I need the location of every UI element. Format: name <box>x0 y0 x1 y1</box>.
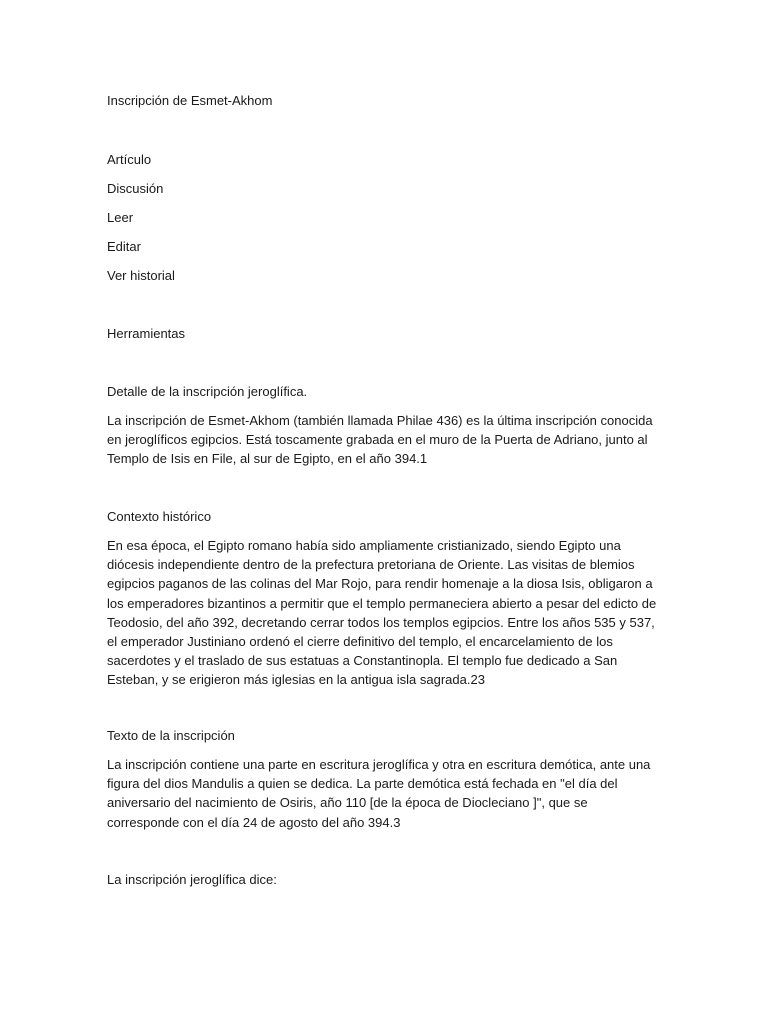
section-paragraph-inscription-text: La inscripción contiene una parte en escritura jeroglífica y otra en escritura demótica, ante una figura del dios Mandulis a quien se dedica. La parte demótica está fechada en "el día del aniversario del nacimiento de Osiris, año 110 [de la época de Diocleciano ]", que se corresponde con el día 24 de agosto del año 394.3 <box>107 757 651 830</box>
closing-line: La inscripción jeroglífica dice: <box>107 872 277 887</box>
nav-article-link[interactable]: Artículo <box>107 152 152 167</box>
page-title: Inscripción de Esmet-Akhom <box>107 93 273 108</box>
nav-discussion-link[interactable]: Discusión <box>107 181 164 196</box>
nav-read-link[interactable]: Leer <box>107 210 134 225</box>
nav-edit-link[interactable]: Editar <box>107 239 141 254</box>
section-heading-context: Contexto histórico <box>107 509 212 524</box>
image-caption: Detalle de la inscripción jeroglífica. <box>107 384 308 399</box>
section-heading-inscription-text: Texto de la inscripción <box>107 728 235 743</box>
section-paragraph-context: En esa época, el Egipto romano había sido ampliamente cristianizado, siendo Egipto una diócesis independiente dentro de la prefectura pretoriana de Oriente. Las visitas de blemios egipcios paganos de las colinas del Mar Rojo, para rendir homenaje a la diosa Isis, obligaron a los emperadores bizantinos a permitir que el templo permaneciera abierto a pesar del edicto de Teodosio, del año 392, decretando cerrar todos los templos egipcios. Entre los años 535 y 537, el emperador Justiniano ordenó el cierre definitivo del templo, el encarcelamiento de los sacerdotes y el traslado de sus estatuas a Constantinopla. El templo fue dedicado a San Esteban, y se erigieron más iglesias en la antigua isla sagrada.23 <box>107 538 657 688</box>
intro-paragraph: La inscripción de Esmet-Akhom (también llamada Philae 436) es la última inscripción conocida en jeroglíficos egipcios. Está toscamente grabada en el muro de la Puerta de Adriano, junto al Templo de Isis en File, al sur de Egipto, en el año 394.1 <box>107 413 653 467</box>
tools-menu[interactable]: Herramientas <box>107 326 186 341</box>
nav-history-link[interactable]: Ver historial <box>107 268 175 283</box>
